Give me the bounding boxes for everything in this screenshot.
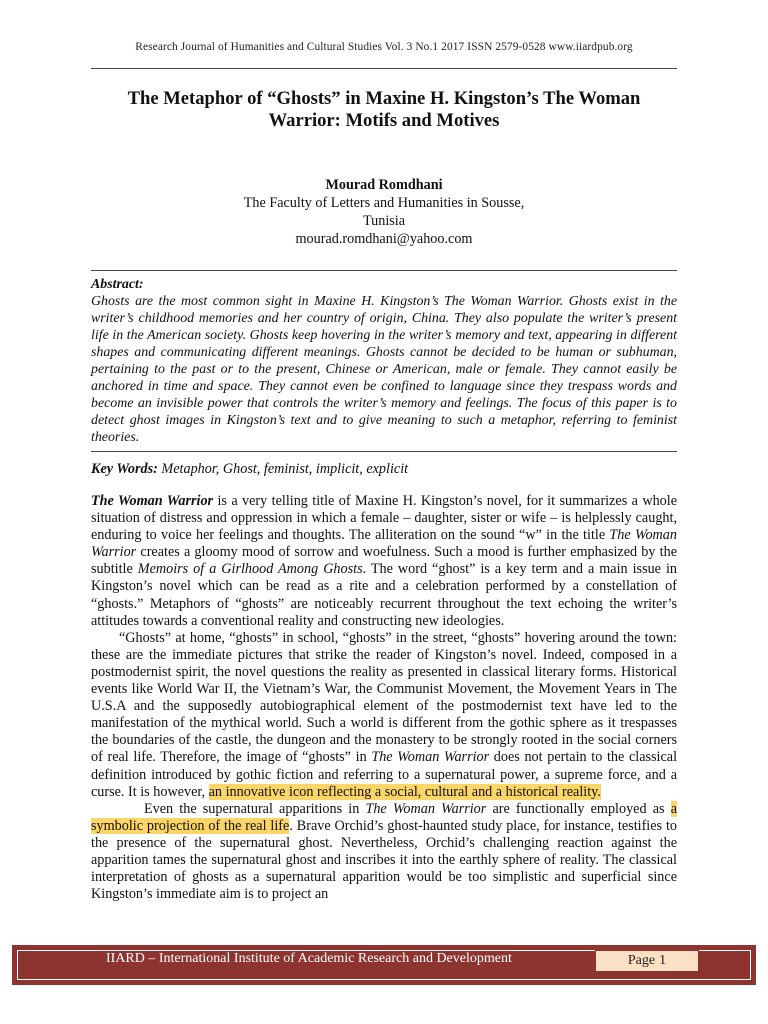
title-line-2: Warrior: Motifs and Motives (268, 110, 500, 131)
paragraph-text: . Brave Orchid’s ghost-haunted study place, for instance, testifies to the presence of the supernatural ghost. Nevertheless, Orchid’s challenging reaction against the apparition tames the supernatural ghost and inscribes it into the earthly sphere of reality. The classical interpretation of ghosts as a supernatural apparition would be too simplistic and superficial since Kingston’s immediate aim is to project an (91, 817, 677, 903)
abstract-bottom-divider (91, 451, 677, 452)
page-number: 1 (659, 953, 667, 968)
page-footer (12, 945, 756, 985)
author-country: Tunisia (362, 213, 406, 229)
paragraph-text: Even the supernatural apparitions in (144, 800, 366, 817)
abstract-label: Abstract: (91, 277, 144, 292)
paragraph-3 (91, 801, 677, 904)
novel-title: The Woman Warrior (371, 749, 490, 766)
title-line-1: The Metaphor of “Ghosts” in Maxine H. Kingston’s The Woman (127, 88, 641, 109)
paragraph-text: are functionally employed as (486, 800, 671, 817)
keywords-text: Metaphor, Ghost, feminist, implicit, explicit (161, 461, 409, 477)
body-text (91, 493, 677, 903)
journal-header: Research Journal of Humanities and Cultural Studies Vol. 3 No.1 2017 ISSN 2579-0528 www.iiardpub.org (135, 41, 633, 53)
novel-title: The Woman Warrior (91, 527, 677, 561)
footer-institute: IIARD – International Institute of Academic Research and Development (106, 951, 512, 966)
author-email[interactable]: mourad.romdhani@yahoo.com (295, 231, 473, 247)
highlighted-text[interactable]: a symbolic projection of the real life (91, 800, 678, 834)
paper-title (84, 88, 684, 132)
page-number-box (595, 950, 699, 972)
abstract-text: Ghosts are the most common sight in Maxine H. Kingston’s The Woman Warrior. Ghosts exist in the writer’s childhood memories and her country of origin, China. They also populate the writer’s present life in the American society. Ghosts keep hovering in the writer’s memory and text, appearing in different shapes and communicating different meanings. Ghosts cannot be decided to be human or subhuman, pertaining to the past or to the present, Chinese or American, male or female. They cannot easily be anchored in time and space. They cannot even be confined to language since they trespass words and become an invisible power that controls the writer’s memory and feelings. The focus of this paper is to detect ghost images in Kingston’s text and to give meaning to such a metaphor, referring to feminist theories. (91, 294, 677, 445)
author-name: Mourad Romdhani (325, 177, 443, 193)
paragraph-1 (91, 493, 677, 630)
author-affiliation: The Faculty of Letters and Humanities in Sousse, (243, 195, 525, 211)
paragraph-text: does not pertain to the classical definition introduced by gothic fiction and referring to a supernatural power, a supreme force, and a curse. It is however, (91, 749, 678, 800)
author-block (84, 176, 684, 248)
novel-title: The Woman Warrior (365, 800, 487, 817)
abstract-section (91, 276, 677, 446)
novel-title: The Woman Warrior (91, 493, 214, 509)
paragraph-text: “Ghosts” at home, “ghosts” in school, “ghosts” in the street, “ghosts” hovering around the town: these are the immediate pictures that strike the reader of Kingston’s novel. Indeed, composed in a postmodernist spirit, the novel questions the reality as presented in classical literary forms. Historical events like World War II, the Vietnam’s War, the Communist Movement, the Movement Years in The U.S.A and the supposedly autobiographical element of the postmodernist text have led to the manifestation of the mythical world. Such a world is different from the gothic sphere as it trespasses the boundaries of the castle, the dungeon and the monastery to be strongly rooted in the social corners of real life. Therefore, the image of “ghosts” in (91, 629, 677, 766)
keywords-label: Key Words: (91, 461, 158, 477)
highlighted-text[interactable]: an innovative icon reflecting a social, cultural and a historical reality. (208, 783, 601, 800)
paragraph-text: . The word “ghost” is a key term and a main issue in Kingston’s novel which can be read as a rite and a celebration performed by a constellation of “ghosts.” Metaphors of “ghosts” are noticeably recurrent throughout the text echoing the writer’s attitudes towards a conventional reality and constructing new ideologies. (91, 561, 677, 629)
paragraph-text: is a very telling title of Maxine H. Kingston’s novel, for it summarizes a whole situation of distress and oppression in which a female – daughter, sister or wife – is helplessly caught, enduring to voice her feelings and thoughts. The alliteration on the sound “w” in the title (91, 493, 677, 544)
paragraph-2 (91, 630, 677, 801)
novel-subtitle: Memoirs of a Girlhood Among Ghosts (137, 561, 363, 578)
paragraph-text: creates a gloomy mood of sorrow and woefulness. Such a mood is further emphasized by the subtitle (91, 544, 677, 578)
page-label: Page (627, 953, 656, 968)
keywords-line (91, 460, 677, 478)
abstract-top-divider (91, 270, 677, 271)
header-divider (91, 68, 677, 69)
